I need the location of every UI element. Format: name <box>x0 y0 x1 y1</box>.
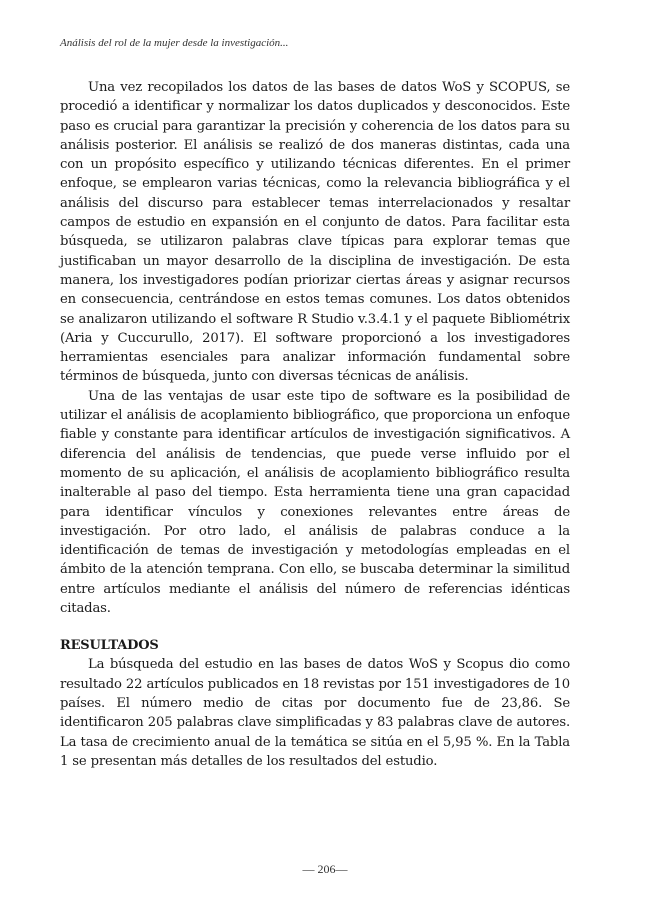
body-text <box>60 78 570 771</box>
page-number: — 206— <box>302 862 348 876</box>
running-header: Análisis del rol de la mujer desde la investigación... <box>60 37 289 49</box>
section-heading-resultados: RESULTADOS <box>60 638 159 654</box>
paragraph-results: La búsqueda del estudio en las bases de datos WoS y Scopus dio como resultado 22 artículos publicados en 18 revistas por 151 investigadores de 10 países. El número medio de citas por documento fue de 23,86. Se identificaron 205 palabras clave simplificadas y 83 palabras clave de autores. La tasa de crecimiento anual de la temática se sitúa en el 5,95 %. En la Tabla 1 se presentan más detalles de los resultados del estudio. <box>60 657 570 769</box>
paragraph-bibliographic-coupling: Una de las ventajas de usar este tipo de software es la posibilidad de utilizar el análisis de acoplamiento bibliográfico, que proporciona un enfoque fiable y constante para identificar artículos de investigación significativos. A diferencia del análisis de tendencias, que puede verse influido por el momento de su aplicación, el análisis de acoplamiento bibliográfico resulta inalterable al paso del tiempo. Esta herramienta tiene una gran capacidad para identificar vínculos y conexiones relevantes entre áreas de investigación. Por otro lado, el análisis de palabras conduce a la identificación de temas de investigación y metodologías empleadas en el ámbito de la atención temprana. Con ello, se buscaba determinar la similitud entre artículos mediante el análisis del número de referencias idénticas citadas. <box>60 388 570 617</box>
paragraph-data-processing: Una vez recopilados los datos de las bases de datos WoS y SCOPUS, se procedió a identificar y normalizar los datos duplicados y desconocidos. Este paso es crucial para garantizar la precisión y coherencia de los datos para su análisis posterior. El análisis se realizó de dos maneras distintas, cada una con un propósito específico y utilizando técnicas diferentes. En el primer enfoque, se emplearon varias técnicas, como la relevancia bibliográfica y el análisis del discurso para establecer temas interrelacionados y resaltar campos de estudio en expansión en el conjunto de datos. Para facilitar esta búsqueda, se utilizaron palabras clave típicas para explorar temas que justificaban un mayor desarrollo de la disciplina de investigación. De esta manera, los investigadores podían priorizar ciertas áreas y asignar recursos en consecuencia, centrándose en estos temas comunes. Los datos obtenidos se analizaron utilizando el software R Studio v.3.4.1 y el paquete Bibliométrix (Aria y Cuccurullo, 2017). El software proporcionó a los investigadores herramientas esenciales para analizar información fundamental sobre términos de búsqueda, junto con diversas técnicas de análisis. <box>60 80 570 385</box>
